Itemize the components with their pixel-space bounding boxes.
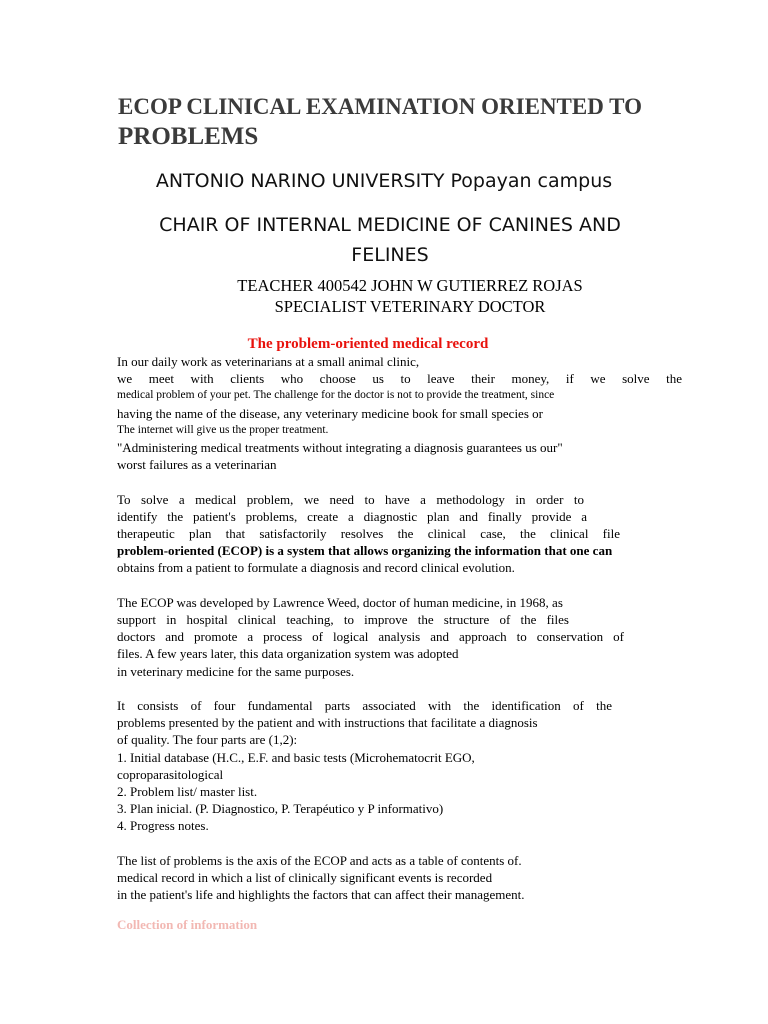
section-title: The problem-oriented medical record [247, 336, 489, 352]
document-title [118, 92, 718, 152]
list-item: 2. Problem list/ master list. [117, 784, 258, 800]
paragraph-gap [117, 577, 682, 594]
paragraph-3-line: support in hospital clinical teaching, to improve the structure of the files [117, 612, 569, 628]
paragraph-5-line: medical record in which a list of clinically significant events is recorded [117, 870, 493, 886]
paragraph-3-line: doctors and promote a process of logical analysis and approach to conservation of [117, 629, 624, 645]
paragraph-3-line: The ECOP was developed by Lawrence Weed, doctor of human medicine, in 1968, as [117, 594, 563, 610]
title-line-1: ECOP CLINICAL EXAMINATION ORIENTED TO [118, 94, 642, 119]
university-heading: ANTONIO NARINO UNIVERSITY Popayan campus [155, 170, 613, 192]
paragraph-4-line: of quality. The four parts are (1,2): [117, 732, 298, 748]
paragraph-gap [117, 835, 682, 852]
paragraph-1-line: In our daily work as veterinarians at a small animal clinic, [117, 354, 420, 369]
paragraph-gap [117, 680, 682, 697]
paragraph-gap [117, 473, 682, 490]
paragraph-1-line: medical problem of your pet. The challenge for the doctor is not to provide the treatment, since [117, 389, 555, 402]
chair-heading: CHAIR OF INTERNAL MEDICINE OF CANINES AND FELINES [159, 214, 621, 266]
paragraph-2-line: problem-oriented (ECOP) is a system that allows organizing the information that one can [117, 543, 613, 559]
list-item: 3. Plan inicial. (P. Diagnostico, P. Terapéutico y P informativo) [117, 801, 444, 817]
paragraph-3-line: in veterinary medicine for the same purposes. [117, 663, 355, 679]
title-line-2: PROBLEMS [118, 123, 259, 150]
paragraph-2-line: identify the patient's problems, create a diagnostic plan and finally provide a [117, 508, 587, 524]
paragraph-5-line: The list of problems is the axis of the ECOP and acts as a table of contents of. [117, 852, 522, 868]
paragraph-3-line: files. A few years later, this data organization system was adopted [117, 646, 459, 662]
list-item: coproparasitological [117, 766, 224, 782]
list-item: 1. Initial database (H.C., E.F. and basic tests (Microhematocrit EGO, [117, 749, 475, 765]
teacher-line-1: TEACHER 400542 JOHN W GUTIERREZ ROJAS [237, 276, 583, 295]
list-item: 4. Progress notes. [117, 818, 209, 834]
paragraph-5-line: in the patient's life and highlights the factors that can affect their management. [117, 887, 525, 903]
paragraph-1-line: we meet with clients who choose us to leave their money, if we solve the [117, 371, 682, 387]
body-text [117, 353, 682, 903]
paragraph-1-line: "Administering medical treatments without integrating a diagnosis guarantees us our" [117, 440, 563, 456]
paragraph-2-line: obtains from a patient to formulate a diagnosis and record clinical evolution. [117, 560, 515, 576]
paragraph-2-line: To solve a medical problem, we need to have a methodology in order to [117, 491, 584, 507]
paragraph-4-line: It consists of four fundamental parts associated with the identification of the [117, 698, 612, 714]
teacher-block [200, 275, 620, 317]
teacher-line-2: SPECIALIST VETERINARY DOCTOR [274, 297, 546, 316]
paragraph-1-line: worst failures as a veterinarian [117, 457, 277, 473]
paragraph-2-line: therapeutic plan that satisfactorily resolves the clinical case, the clinical file [117, 526, 620, 542]
paragraph-4-line: problems presented by the patient and with instructions that facilitate a diagnosis [117, 715, 538, 731]
paragraph-1-line: having the name of the disease, any veterinary medicine book for small species or [117, 405, 543, 421]
next-section-heading: Collection of information [117, 917, 258, 932]
paragraph-1-line: The internet will give us the proper treatment. [117, 423, 329, 436]
